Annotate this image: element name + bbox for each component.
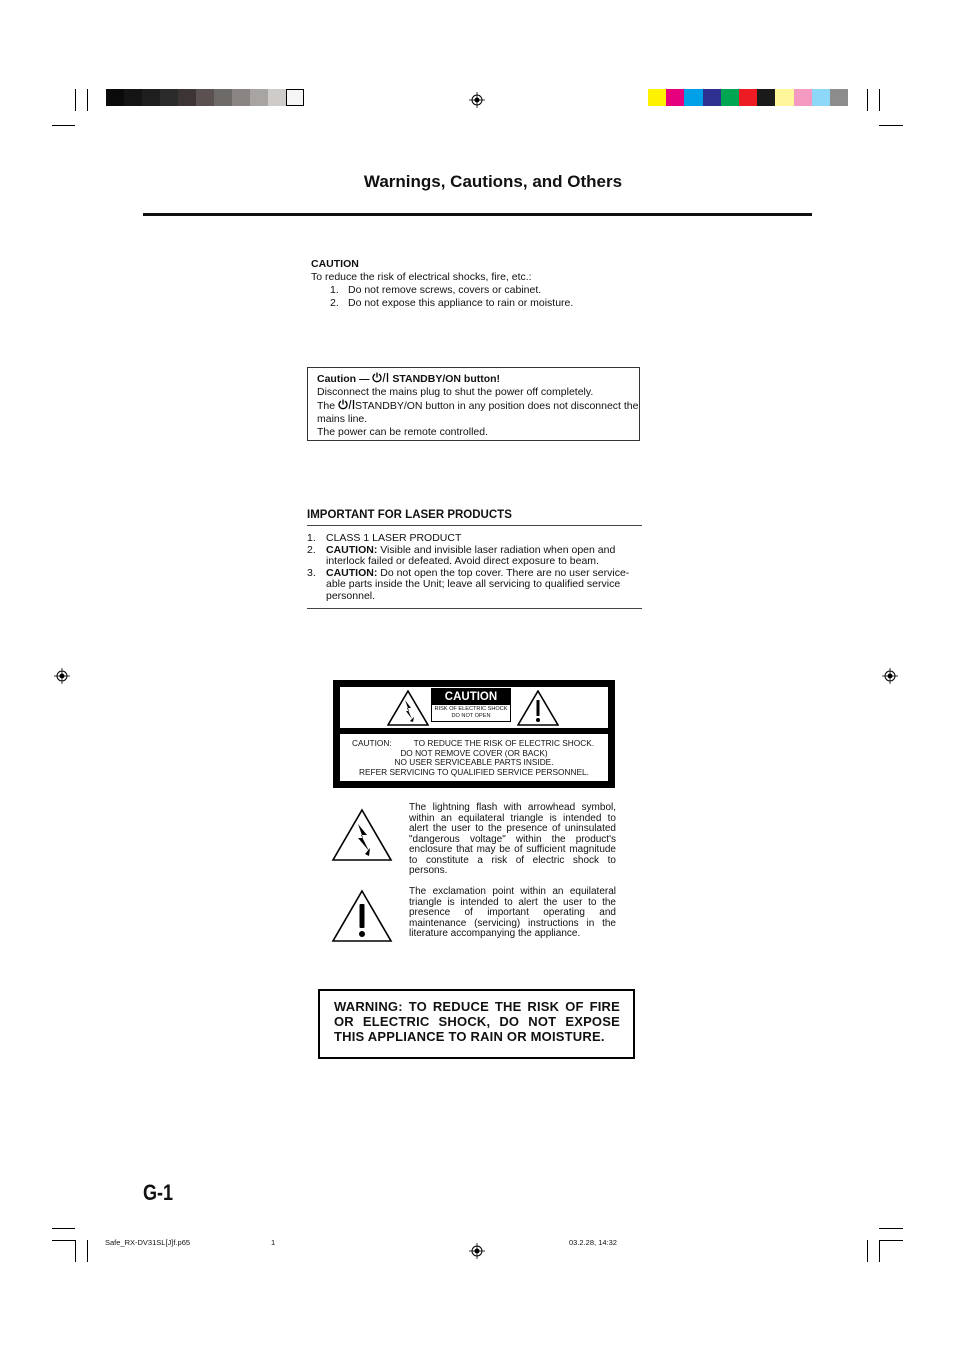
crop-mark xyxy=(867,1240,868,1262)
item-text: CLASS 1 LASER PRODUCT xyxy=(326,532,462,544)
item-number: 2. xyxy=(330,297,339,309)
crop-mark xyxy=(87,89,88,111)
crop-mark xyxy=(87,1240,88,1262)
crop-mark xyxy=(52,1228,75,1229)
standby-line: mains line. xyxy=(317,413,368,425)
footer-date: 03.2.28, 14:32 xyxy=(569,1238,617,1247)
standby-line: STANDBY/ON button in any position does not disconnect the xyxy=(355,400,639,412)
color-swatch xyxy=(232,89,250,106)
item-number: 2. xyxy=(307,543,316,556)
list-item xyxy=(311,284,651,297)
standby-heading-pre: Caution — xyxy=(317,373,370,385)
color-swatch xyxy=(196,89,214,106)
exclamation-explanation: The exclamation point within an equilateral triangle is intended to alert the user to the presence of important operating and maintenance (servicing) instructions in the literature accompanying the appliance. xyxy=(409,886,616,939)
color-swatch xyxy=(106,89,124,106)
badge-sub: DO NOT OPEN xyxy=(451,713,491,719)
label-top-panel xyxy=(340,687,608,728)
color-swatch xyxy=(160,89,178,106)
item-number: 1. xyxy=(330,284,339,296)
page-title: Warnings, Cautions, and Others xyxy=(363,172,623,191)
power-standby-icon xyxy=(338,399,355,410)
warning-box: WARNING: TO REDUCE THE RISK OF FIRE OR ELECTRIC SHOCK, DO NOT EXPOSE THIS APPLIANCE TO RAIN OR MOISTURE. xyxy=(318,989,635,1059)
caution-block xyxy=(311,258,651,310)
footer-filename: Safe_RX-DV31SL[J]f.p65 xyxy=(105,1238,191,1247)
registration-mark-icon xyxy=(469,1243,485,1259)
registration-mark-icon xyxy=(882,668,898,684)
color-swatch xyxy=(703,89,721,106)
power-standby-icon xyxy=(372,372,389,383)
lightning-triangle-icon xyxy=(331,808,393,862)
label-line: REFER SERVICING TO QUALIFIED SERVICE PERSONNEL. xyxy=(359,767,589,778)
color-swatch xyxy=(812,89,830,106)
color-swatch xyxy=(178,89,196,106)
exclamation-triangle-icon xyxy=(331,889,393,943)
laser-list xyxy=(307,533,637,603)
caution-intro: To reduce the risk of electrical shocks, fire, etc.: xyxy=(311,271,532,283)
color-swatch xyxy=(666,89,684,106)
laser-rule xyxy=(307,608,642,609)
color-swatch xyxy=(214,89,232,106)
color-swatch xyxy=(775,89,793,106)
label-line: NO USER SERVICEABLE PARTS INSIDE. xyxy=(394,757,554,768)
lightning-explanation: The lightning flash with arrowhead symbol, within an equilateral triangle is intended to alert the user to the presence of uninsulated "dangerous voltage" within the product's enclosure that may be of sufficient magnitude to constitute a risk of electric shock to persons. xyxy=(409,802,616,876)
crop-mark xyxy=(75,89,76,111)
standby-caution-box xyxy=(307,367,640,441)
label-line: TO REDUCE THE RISK OF ELECTRIC SHOCK. xyxy=(413,738,595,748)
item-text: Do not remove screws, covers or cabinet. xyxy=(348,284,542,296)
color-swatch xyxy=(268,89,286,106)
page-number: G-1 xyxy=(143,1180,174,1205)
title-rule xyxy=(143,213,812,216)
color-swatch xyxy=(739,89,757,106)
crop-mark xyxy=(879,1228,903,1229)
label-bottom-panel xyxy=(340,734,608,781)
crop-mark xyxy=(879,125,903,126)
lightning-triangle-icon xyxy=(387,690,429,726)
item-number: 1. xyxy=(307,532,316,544)
exclamation-triangle-icon xyxy=(517,690,559,726)
registration-mark-icon xyxy=(54,668,70,684)
standby-line: The xyxy=(317,400,336,412)
crop-mark xyxy=(75,1240,76,1262)
item-bold: CAUTION: xyxy=(326,566,378,579)
color-swatch xyxy=(648,89,666,106)
item-text: Do not open the top cover. There are no user service-able parts inside the Unit; leave all servicing to qualified service personnel. xyxy=(326,566,630,602)
item-text: Do not expose this appliance to rain or moisture. xyxy=(348,297,574,309)
color-swatch xyxy=(250,89,268,106)
registration-mark-icon xyxy=(469,92,485,108)
label-line: DO NOT REMOVE COVER (OR BACK) xyxy=(400,747,548,758)
crop-mark xyxy=(879,1240,903,1241)
label-line: CAUTION: xyxy=(352,738,392,748)
standby-heading-post: STANDBY/ON button! xyxy=(392,373,501,385)
color-swatch xyxy=(757,89,775,106)
crop-mark xyxy=(52,125,75,126)
crop-mark xyxy=(867,89,868,111)
badge-sub: RISK OF ELECTRIC SHOCK xyxy=(434,706,508,712)
color-swatch xyxy=(142,89,160,106)
item-text: Visible and invisible laser radiation when open and interlock failed or defeated. Avoid direct exposure to beam. xyxy=(326,543,616,568)
color-swatch xyxy=(794,89,812,106)
item-number: 3. xyxy=(307,566,316,579)
list-item xyxy=(307,545,637,568)
color-swatch xyxy=(124,89,142,106)
list-item xyxy=(311,297,651,310)
footer-page: 1 xyxy=(271,1238,276,1247)
caution-badge xyxy=(431,688,511,722)
caution-label xyxy=(333,680,615,788)
crop-mark xyxy=(52,1240,75,1241)
laser-heading: IMPORTANT FOR LASER PRODUCTS xyxy=(307,509,512,521)
crop-mark xyxy=(879,89,880,111)
caution-heading: CAUTION xyxy=(311,258,359,270)
list-item xyxy=(307,568,637,603)
laser-rule xyxy=(307,525,642,526)
badge-title: CAUTION xyxy=(432,689,510,705)
color-swatch xyxy=(286,89,304,106)
crop-mark xyxy=(879,1240,880,1262)
color-swatch xyxy=(830,89,848,106)
color-swatch xyxy=(684,89,702,106)
standby-line: The power can be remote controlled. xyxy=(317,426,489,438)
standby-line: Disconnect the mains plug to shut the power off completely. xyxy=(317,386,594,398)
color-swatch xyxy=(721,89,739,106)
item-bold: CAUTION: xyxy=(326,543,378,556)
